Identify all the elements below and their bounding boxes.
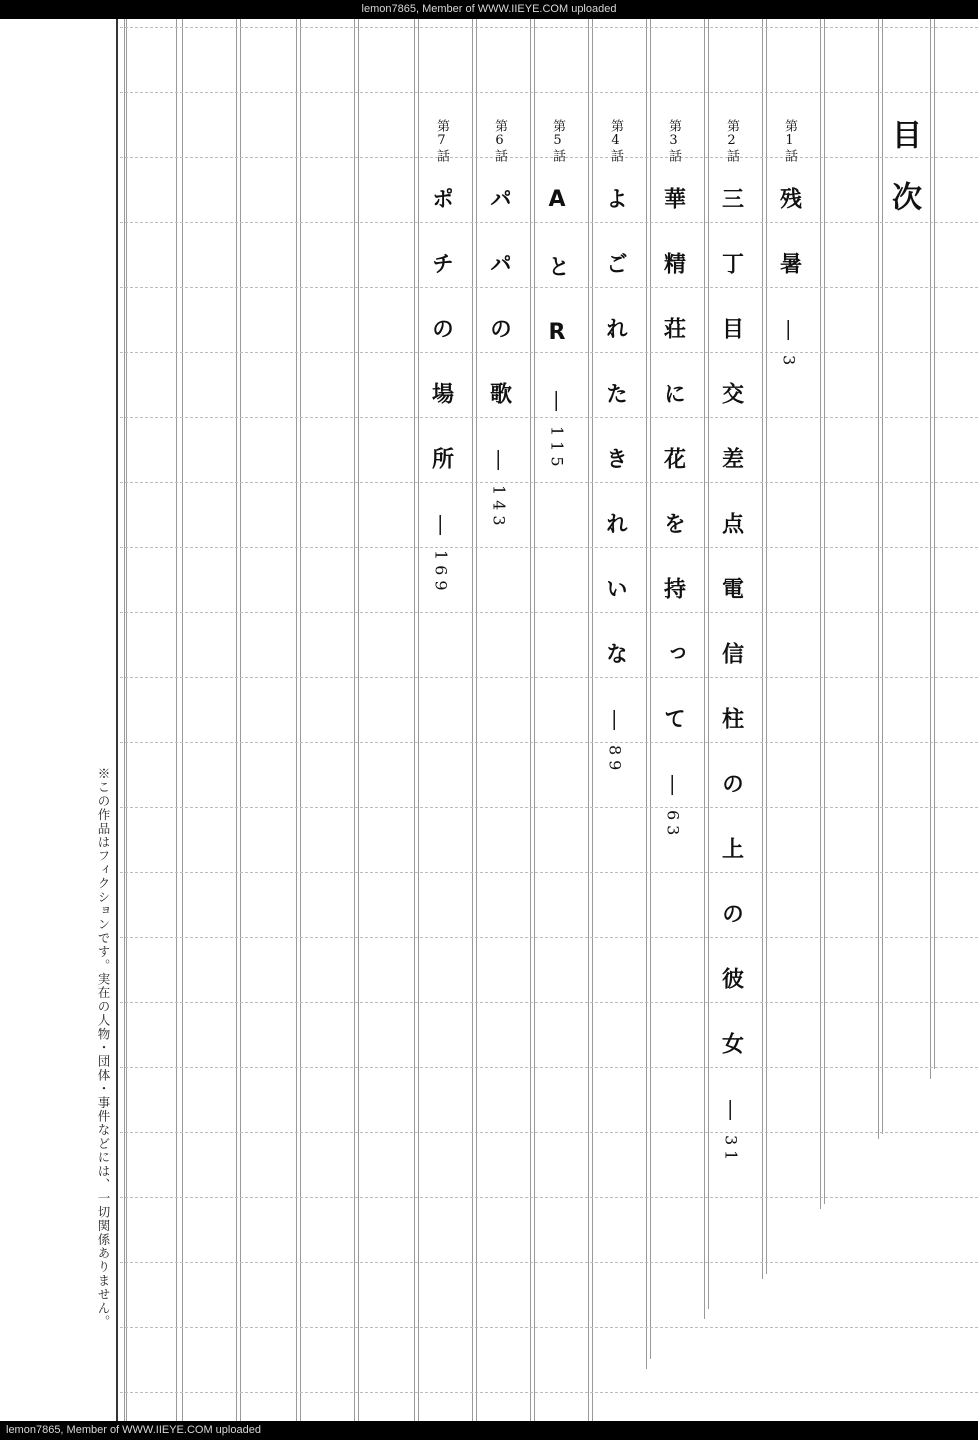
leader-dash: — [486, 449, 512, 471]
grid-column-line [176, 19, 177, 1421]
chapter-title: パパの歌 [486, 187, 512, 447]
leader-dash: — [776, 319, 802, 341]
fiction-notice: ※この作品はフィクションです。実在の人物・団体・事件などには、一切関係ありません。 [96, 767, 111, 1329]
grid-row-line [120, 937, 978, 938]
grid-column-line [354, 19, 355, 1421]
grid-row-line [120, 547, 978, 548]
grid-column-line [934, 19, 935, 1069]
grid-column-line [414, 19, 415, 1421]
chapter-title: AとR [544, 187, 570, 388]
grid-row-line [120, 677, 978, 678]
chapter-title: ポチの場所 [428, 187, 454, 512]
grid-column-line [126, 19, 127, 1421]
chapter-page-number: 169 [431, 550, 451, 596]
chapter-label: 第5話 [550, 119, 565, 163]
grid-column-line [182, 19, 183, 1421]
chapter-title: 華精荘に花を持って [660, 187, 686, 772]
grid-column-line [762, 19, 763, 1279]
chapter-title: 残暑 [776, 187, 802, 317]
grid-column-line [930, 19, 931, 1079]
grid-row-line [120, 92, 978, 93]
chapter-entry [476, 119, 522, 531]
grid-row-line [120, 1132, 978, 1133]
leader-dash: — [660, 774, 686, 796]
chapter-label: 第4話 [608, 119, 623, 163]
chapter-label: 第7話 [434, 119, 449, 163]
chapter-entry [708, 119, 754, 1165]
toc-title: 目次 [886, 119, 921, 243]
grid-row-line [120, 1002, 978, 1003]
top-upload-banner: lemon7865, Member of WWW.IIEYE.COM uploaded [0, 0, 978, 19]
grid-column-line [472, 19, 473, 1421]
grid-row-line [120, 1197, 978, 1198]
chapter-page-number: 3 [779, 355, 799, 371]
grid-column-line [530, 19, 531, 1421]
bottom-upload-banner: lemon7865, Member of WWW.IIEYE.COM uploaded [0, 1421, 978, 1440]
chapter-entry [534, 119, 580, 472]
grid-row-line [120, 482, 978, 483]
grid-row-line [120, 742, 978, 743]
page-frame-line [116, 19, 118, 1421]
chapter-page-number: 31 [721, 1135, 741, 1166]
leader-dash: — [718, 1099, 744, 1121]
grid-column-line [300, 19, 301, 1421]
chapter-title: よごれたきれいな [602, 187, 628, 707]
chapter-page-number: 89 [605, 745, 625, 776]
grid-row-line [120, 1262, 978, 1263]
leader-dash: — [428, 514, 454, 536]
grid-column-line [358, 19, 359, 1421]
grid-row-line [120, 27, 978, 28]
grid-column-line [236, 19, 237, 1421]
grid-row-line [120, 807, 978, 808]
chapter-entry [592, 119, 638, 775]
grid-column-line [588, 19, 589, 1421]
chapter-entry [766, 119, 812, 370]
chapter-entry [418, 119, 464, 596]
chapter-label: 第3話 [666, 119, 681, 163]
chapter-title: 三丁目交差点電信柱の上の彼女 [718, 187, 744, 1097]
chapter-page-number: 143 [489, 485, 509, 531]
leader-dash: — [544, 390, 570, 412]
grid-row-line [120, 872, 978, 873]
grid-row-line [120, 1067, 978, 1068]
grid-column-line [878, 19, 879, 1139]
grid-row-line [120, 1392, 978, 1393]
grid-column-line [240, 19, 241, 1421]
leader-dash: — [602, 709, 628, 731]
grid-column-line [704, 19, 705, 1319]
chapter-page-number: 63 [663, 810, 683, 841]
grid-column-line [820, 19, 821, 1209]
grid-column-line [296, 19, 297, 1421]
chapter-page-number: 115 [547, 426, 567, 472]
toc-page [0, 19, 978, 1421]
chapter-entry [650, 119, 696, 840]
chapter-label: 第1話 [782, 119, 797, 163]
grid-column-line [124, 19, 125, 1421]
grid-row-line [120, 1327, 978, 1328]
chapter-label: 第2話 [724, 119, 739, 163]
grid-row-line [120, 612, 978, 613]
chapter-label: 第6話 [492, 119, 507, 163]
